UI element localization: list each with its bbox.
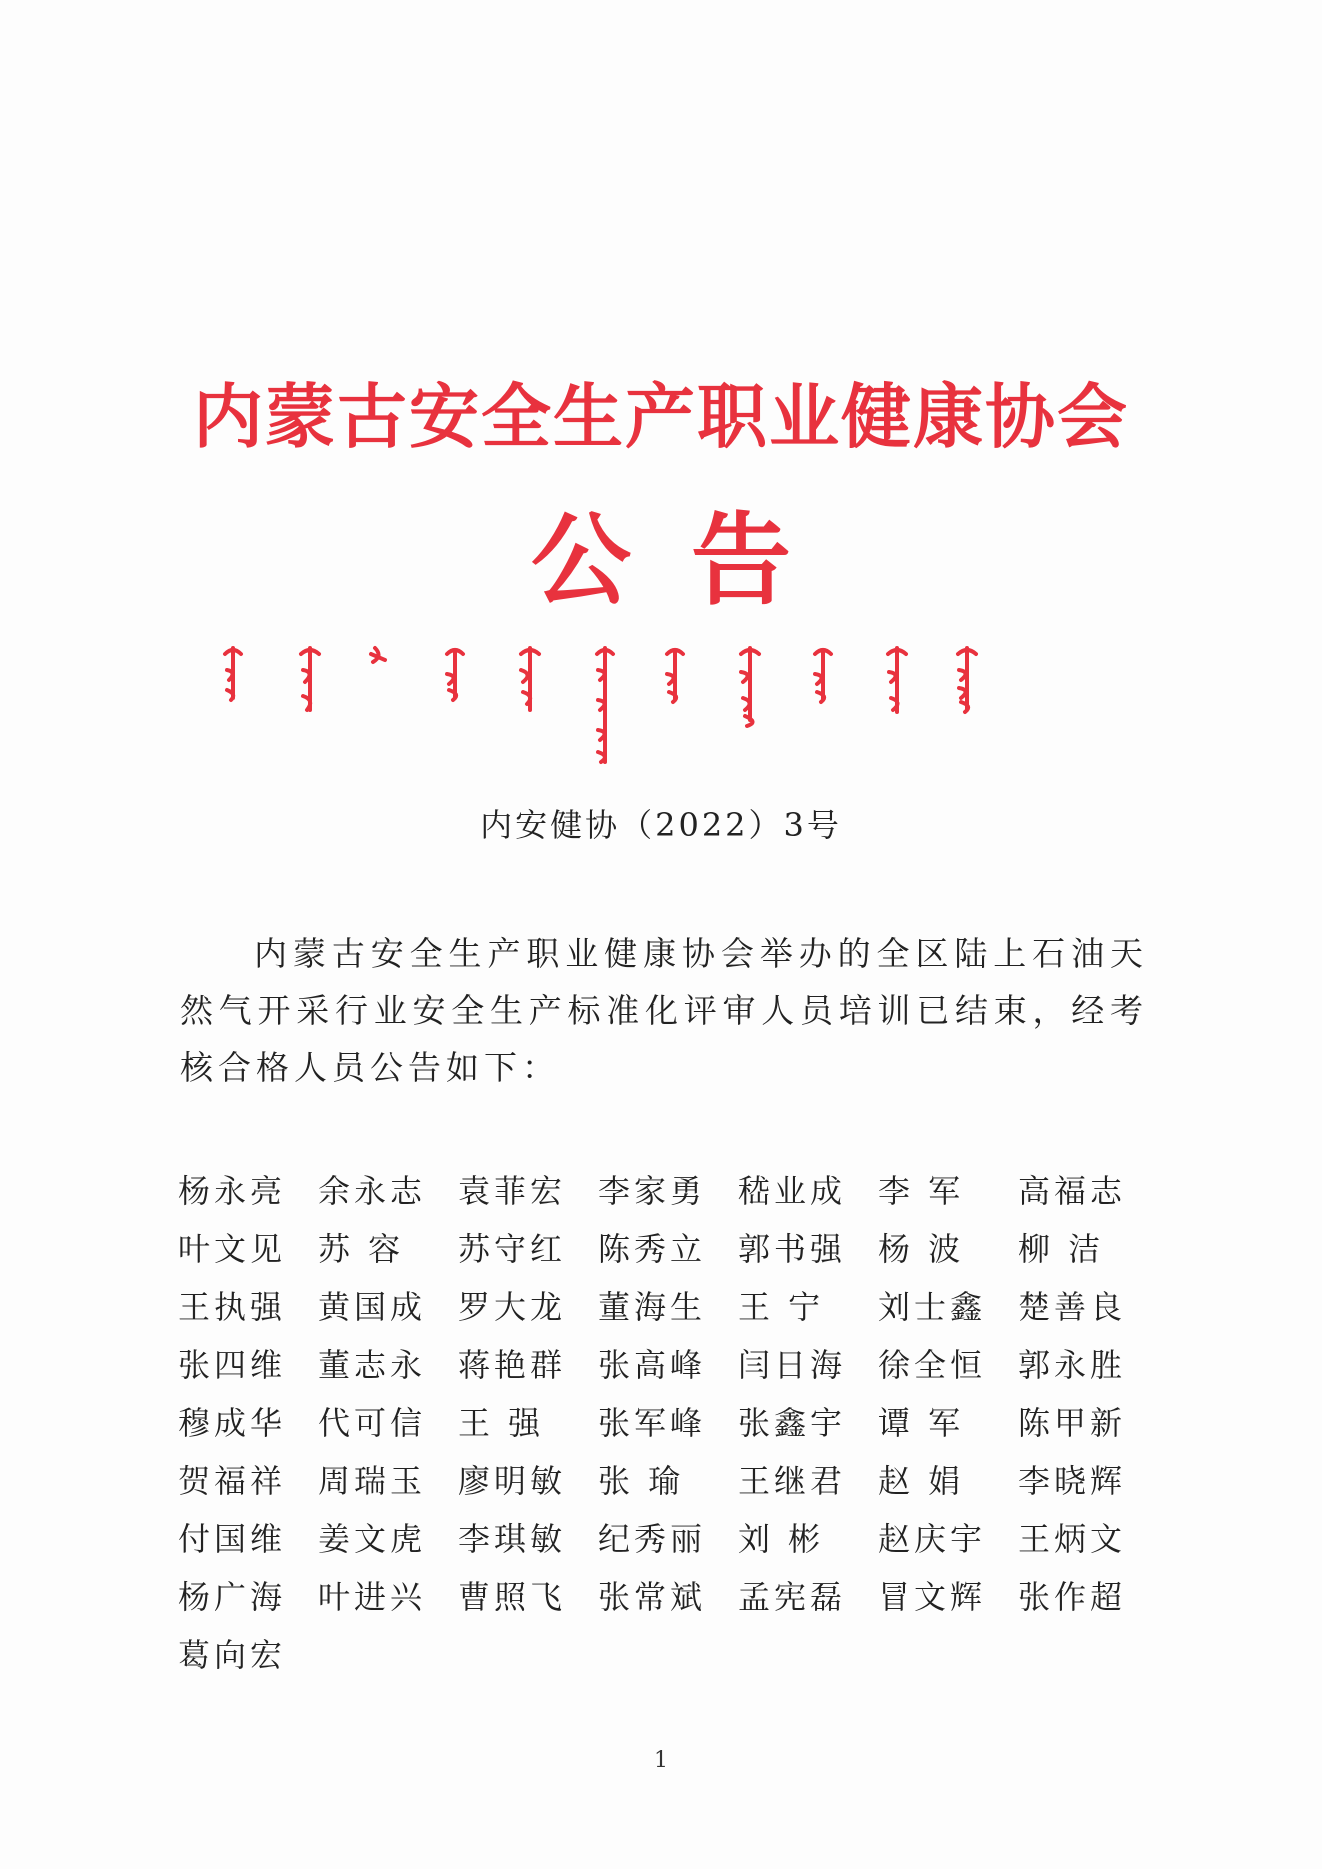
person-name: 张作超 (1018, 1578, 1127, 1616)
notice-title: 公告 (531, 501, 851, 619)
mongolian-script-title (215, 640, 1095, 770)
person-name: 赵庆宇 (878, 1520, 987, 1558)
person-name: 郭书强 (738, 1230, 847, 1268)
person-name: 王 强 (458, 1404, 545, 1442)
name-row (178, 1508, 1158, 1566)
person-name: 李 军 (878, 1172, 965, 1210)
person-name: 孟宪磊 (738, 1578, 847, 1616)
person-name: 王炳文 (1018, 1520, 1127, 1558)
person-name: 张 瑜 (598, 1462, 685, 1500)
person-name: 叶进兴 (318, 1578, 427, 1616)
person-name: 曹照飞 (458, 1578, 567, 1616)
person-name: 闫日海 (738, 1346, 847, 1384)
person-name: 苏守红 (458, 1230, 567, 1268)
person-name: 周瑞玉 (318, 1462, 427, 1500)
person-name: 杨广海 (178, 1578, 287, 1616)
person-name: 代可信 (318, 1404, 427, 1442)
person-name: 王执强 (178, 1288, 287, 1326)
person-name: 袁菲宏 (458, 1172, 567, 1210)
person-name: 郭永胜 (1018, 1346, 1127, 1384)
person-name: 王 宁 (738, 1288, 825, 1326)
person-name: 张鑫宇 (738, 1404, 847, 1442)
person-name: 穆成华 (178, 1404, 287, 1442)
person-name: 张高峰 (598, 1346, 707, 1384)
person-name: 陈甲新 (1018, 1404, 1127, 1442)
person-name: 李琪敏 (458, 1520, 567, 1558)
name-row (178, 1276, 1158, 1334)
person-name: 董志永 (318, 1346, 427, 1384)
name-row (178, 1624, 1158, 1682)
person-name: 贺福祥 (178, 1462, 287, 1500)
body-paragraph: 内蒙古安全生产职业健康协会举办的全区陆上石油天然气开采行业安全生产标准化评审人员培训已结束，经考核合格人员公告如下： (180, 934, 1148, 1087)
person-name: 葛向宏 (178, 1636, 287, 1674)
person-name: 杨 波 (878, 1230, 965, 1268)
person-name: 嵇业成 (738, 1172, 847, 1210)
person-name: 王继君 (738, 1462, 847, 1500)
person-name: 杨永亮 (178, 1172, 287, 1210)
person-name: 刘 彬 (738, 1520, 825, 1558)
person-name: 苏 容 (318, 1230, 405, 1268)
person-name: 谭 军 (878, 1404, 965, 1442)
person-name: 余永志 (318, 1172, 427, 1210)
document-number: 内安健协（2022）3号 (480, 806, 842, 844)
person-name: 纪秀丽 (598, 1520, 707, 1558)
person-name: 黄国成 (318, 1288, 427, 1326)
name-row (178, 1334, 1158, 1392)
name-row (178, 1566, 1158, 1624)
page-number: 1 (654, 1748, 668, 1773)
person-name: 陈秀立 (598, 1230, 707, 1268)
name-list (178, 1160, 1158, 1682)
person-name: 李晓辉 (1018, 1462, 1127, 1500)
person-name: 董海生 (598, 1288, 707, 1326)
person-name: 付国维 (178, 1520, 287, 1558)
person-name: 蒋艳群 (458, 1346, 567, 1384)
person-name: 张军峰 (598, 1404, 707, 1442)
person-name: 罗大龙 (458, 1288, 567, 1326)
name-row (178, 1218, 1158, 1276)
person-name: 张四维 (178, 1346, 287, 1384)
person-name: 柳 洁 (1018, 1230, 1105, 1268)
person-name: 刘士鑫 (878, 1288, 987, 1326)
organization-title: 内蒙古安全生产职业健康协会 (193, 375, 1129, 458)
person-name: 张常斌 (598, 1578, 707, 1616)
name-row (178, 1160, 1158, 1218)
person-name: 高福志 (1018, 1172, 1127, 1210)
person-name: 赵 娟 (878, 1462, 965, 1500)
person-name: 徐全恒 (878, 1346, 987, 1384)
person-name: 廖明敏 (458, 1462, 567, 1500)
person-name: 李家勇 (598, 1172, 707, 1210)
person-name: 冒文辉 (878, 1578, 987, 1616)
name-row (178, 1392, 1158, 1450)
person-name: 叶文见 (178, 1230, 287, 1268)
person-name: 楚善良 (1018, 1288, 1127, 1326)
name-row (178, 1450, 1158, 1508)
person-name: 姜文虎 (318, 1520, 427, 1558)
